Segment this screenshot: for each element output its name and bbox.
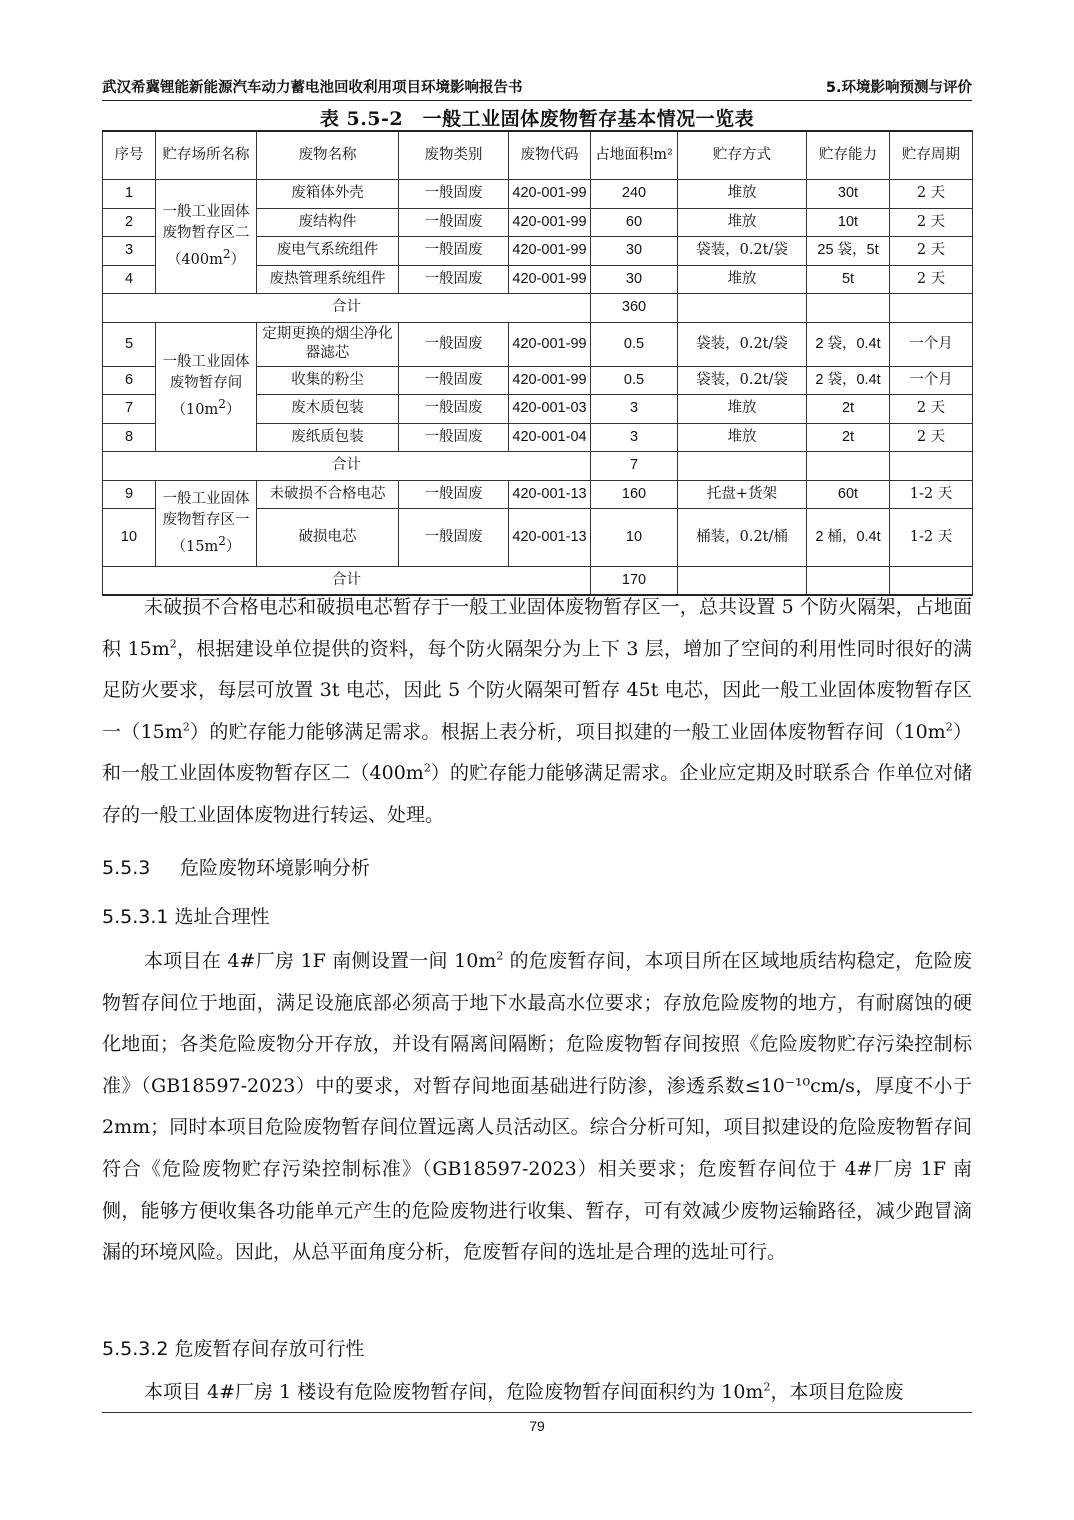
page-number: 79 [529, 1418, 545, 1434]
period-cell: 1-2 天 [890, 480, 973, 508]
name-cell: 废纸质包装 [257, 423, 399, 451]
location-cell: 一般工业固体废物暂存区二$(400m^2)$ [156, 179, 257, 293]
table-header-row [103, 131, 973, 179]
header-rule [102, 100, 972, 101]
table-row [103, 480, 973, 508]
name-cell: 定期更换的烟尘净化器滤芯 [257, 322, 399, 366]
seq-cell: 6 [103, 366, 156, 394]
category-cell: 一般固废 [399, 208, 509, 236]
subsection-heading-storage-feasibility: 5.5.3.2 危废暂存间存放可行性 [102, 1338, 365, 1360]
category-cell: 一般固废 [399, 423, 509, 451]
category-cell: 一般固废 [399, 179, 509, 208]
name-cell: 废木质包装 [257, 394, 399, 423]
category-cell: 一般固废 [399, 366, 509, 394]
area-cell: 240 [591, 179, 678, 208]
code-cell: 420-001-99 [509, 322, 591, 366]
table-row [103, 179, 973, 208]
capacity-cell: 30t [807, 179, 890, 208]
table-caption: 表 5.5-2 一般工业固体废物暂存基本情况一览表 [319, 108, 755, 130]
section-heading-hazardous-waste [102, 853, 370, 880]
name-cell: 收集的粉尘 [257, 366, 399, 394]
area-cell: 0.5 [591, 366, 678, 394]
category-cell: 一般固废 [399, 322, 509, 366]
subtotal-value: 360 [591, 293, 678, 322]
period-cell: 1-2 天 [890, 508, 973, 566]
subtotal-value: 7 [591, 451, 678, 480]
area-cell: 60 [591, 208, 678, 236]
capacity-cell: 10t [807, 208, 890, 236]
code-cell: 420-001-13 [509, 480, 591, 508]
seq-cell: 10 [103, 508, 156, 566]
area-cell: 3 [591, 423, 678, 451]
header-cell: 序号 [103, 131, 156, 179]
capacity-cell: 25 袋，5t [807, 236, 890, 265]
header-cell: 废物名称 [257, 131, 399, 179]
header-doc-title: 武汉希冀锂能新能源汽车动力蓄电池回收利用项目环境影响报告书 [102, 80, 523, 96]
code-cell: 420-001-99 [509, 366, 591, 394]
paragraph-storage-feasibility: 本项目 4#厂房 1 楼设有危险废物暂存间，危险废物暂存间面积约为 $10m^2$，本项目危险废 [144, 1380, 904, 1403]
period-cell: 一个月 [890, 366, 973, 394]
header-cell: 贮存周期 [890, 131, 973, 179]
method-cell: 堆放 [678, 394, 807, 423]
subtotal-row [103, 451, 973, 480]
code-cell: 420-001-99 [509, 265, 591, 293]
location-cell: 一般工业固体废物暂存区一$(15m^2)$ [156, 480, 257, 566]
page-header [102, 76, 972, 98]
category-cell: 一般固废 [399, 236, 509, 265]
subsection-heading-site-selection: 5.5.3.1 选址合理性 [102, 906, 270, 928]
code-cell: 420-001-99 [509, 236, 591, 265]
subtotal-label: 合计 [103, 451, 591, 480]
paragraph-storage-capacity: 未破损不合格电芯和破损电芯暂存于一般工业固体废物暂存区一，总共设置 5 个防火隔架，占地面积 $15m^2$，根据建设单位提供的资料，每个防火隔架分为上下 3 层，增加了空间的利用性同时很好的满足防火要求，每层可放置 3t 电芯，因此 5 个防火隔架可暂存 45t 电芯，因此一般工业固体废物暂存区一$(15m^2)$的贮存能力能够满足需求。根据上表分析，项目拟建的一般工业固体废物暂存间$(10m^2)$和一般工业固体废物暂存区二$(400m^2)$的贮存能力能够满足需求。企业应定期及时联系合 作单位对储存的一般工业固体废物进行转运、处理。 [102, 596, 973, 826]
subtotal-row [103, 293, 973, 322]
capacity-cell: 2t [807, 394, 890, 423]
method-cell: 堆放 [678, 179, 807, 208]
name-cell: 破损电芯 [257, 508, 399, 566]
name-cell: 废结构件 [257, 208, 399, 236]
method-cell: 袋装，0.2t/袋 [678, 236, 807, 265]
name-cell: 废箱体外壳 [257, 179, 399, 208]
code-cell: 420-001-04 [509, 423, 591, 451]
seq-cell: 7 [103, 394, 156, 423]
capacity-cell: 60t [807, 480, 890, 508]
subtotal-value: 170 [591, 566, 678, 595]
category-cell: 一般固废 [399, 394, 509, 423]
subtotal-label: 合计 [103, 293, 591, 322]
paragraph-site-selection: 本项目在 4#厂房 1F 南侧设置一间 $10m^2$ 的危废暂存间，本项目所在区域地质结构稳定，危险废物暂存间位于地面，满足设施底部必须高于地下水最高水位要求；存放危险废物的地方，有耐腐蚀的硬化地面；各类危险废物分开存放，并设有隔离间隔断；危险废物暂存间按照《危险废物贮存污染控制标准》（GB18597-2023）中的要求，对暂存间地面基础进行防渗，渗透系数≤10⁻¹⁰cm/s，厚度不小于 2mm；同时本项目危险废物暂存间位置远离人员活动区。综合分析可知，项目拟建设的危险废物暂存间符合《危险废物贮存污染控制标准》（GB18597-2023）相关要求；危废暂存间位于 4#厂房 1F 南侧，能够方便收集各功能单元产生的危险废物进行收集、暂存，可有效减少废物运输路径，减少跑冒滴漏的环境风险。因此，从总平面角度分析，危废暂存间的选址是合理的选址可行。 [102, 949, 972, 1264]
area-cell: 10 [591, 508, 678, 566]
area-cell: 30 [591, 265, 678, 293]
method-cell: 袋装，0.2t/袋 [678, 322, 807, 366]
subtotal-label: 合计 [103, 566, 591, 595]
capacity-cell: 2 袋，0.4t [807, 366, 890, 394]
seq-cell: 1 [103, 179, 156, 208]
seq-cell: 9 [103, 480, 156, 508]
category-cell: 一般固废 [399, 508, 509, 566]
area-cell: 30 [591, 236, 678, 265]
seq-cell: 3 [103, 236, 156, 265]
name-cell: 废热管理系统组件 [257, 265, 399, 293]
period-cell: 一个月 [890, 322, 973, 366]
name-cell: 未破损不合格电芯 [257, 480, 399, 508]
header-cell: 废物类别 [399, 131, 509, 179]
table-row [103, 322, 973, 366]
header-chapter-title: 5.环境影响预测与评价 [825, 80, 972, 96]
section-number: 5.5.3 [102, 857, 151, 879]
header-cell: 占地面积m² [591, 131, 678, 179]
capacity-cell: 2 袋，0.4t [807, 322, 890, 366]
category-cell: 一般固废 [399, 480, 509, 508]
header-cell: 废物代码 [509, 131, 591, 179]
capacity-cell: 5t [807, 265, 890, 293]
code-cell: 420-001-99 [509, 179, 591, 208]
seq-cell: 8 [103, 423, 156, 451]
area-cell: 0.5 [591, 322, 678, 366]
area-cell: 3 [591, 394, 678, 423]
method-cell: 堆放 [678, 423, 807, 451]
header-cell: 贮存方式 [678, 131, 807, 179]
method-cell: 袋装，0.2t/袋 [678, 366, 807, 394]
method-cell: 托盘+货架 [678, 480, 807, 508]
header-cell: 贮存能力 [807, 131, 890, 179]
area-cell: 160 [591, 480, 678, 508]
method-cell: 堆放 [678, 265, 807, 293]
period-cell: 2 天 [890, 208, 973, 236]
category-cell: 一般固废 [399, 265, 509, 293]
period-cell: 2 天 [890, 236, 973, 265]
code-cell: 420-001-13 [509, 508, 591, 566]
seq-cell: 4 [103, 265, 156, 293]
seq-cell: 5 [103, 322, 156, 366]
location-cell: 一般工业固体废物暂存间$(10m^2)$ [156, 322, 257, 451]
name-cell: 废电气系统组件 [257, 236, 399, 265]
section-title: 危险废物环境影响分析 [180, 857, 371, 879]
capacity-cell: 2t [807, 423, 890, 451]
period-cell: 2 天 [890, 265, 973, 293]
period-cell: 2 天 [890, 394, 973, 423]
period-cell: 2 天 [890, 179, 973, 208]
seq-cell: 2 [103, 208, 156, 236]
code-cell: 420-001-03 [509, 394, 591, 423]
footer-rule [102, 1412, 972, 1413]
capacity-cell: 2 桶，0.4t [807, 508, 890, 566]
period-cell: 2 天 [890, 423, 973, 451]
method-cell: 桶装，0.2t/桶 [678, 508, 807, 566]
code-cell: 420-001-99 [509, 208, 591, 236]
waste-storage-table [102, 130, 973, 596]
header-cell: 贮存场所名称 [156, 131, 257, 179]
method-cell: 堆放 [678, 208, 807, 236]
